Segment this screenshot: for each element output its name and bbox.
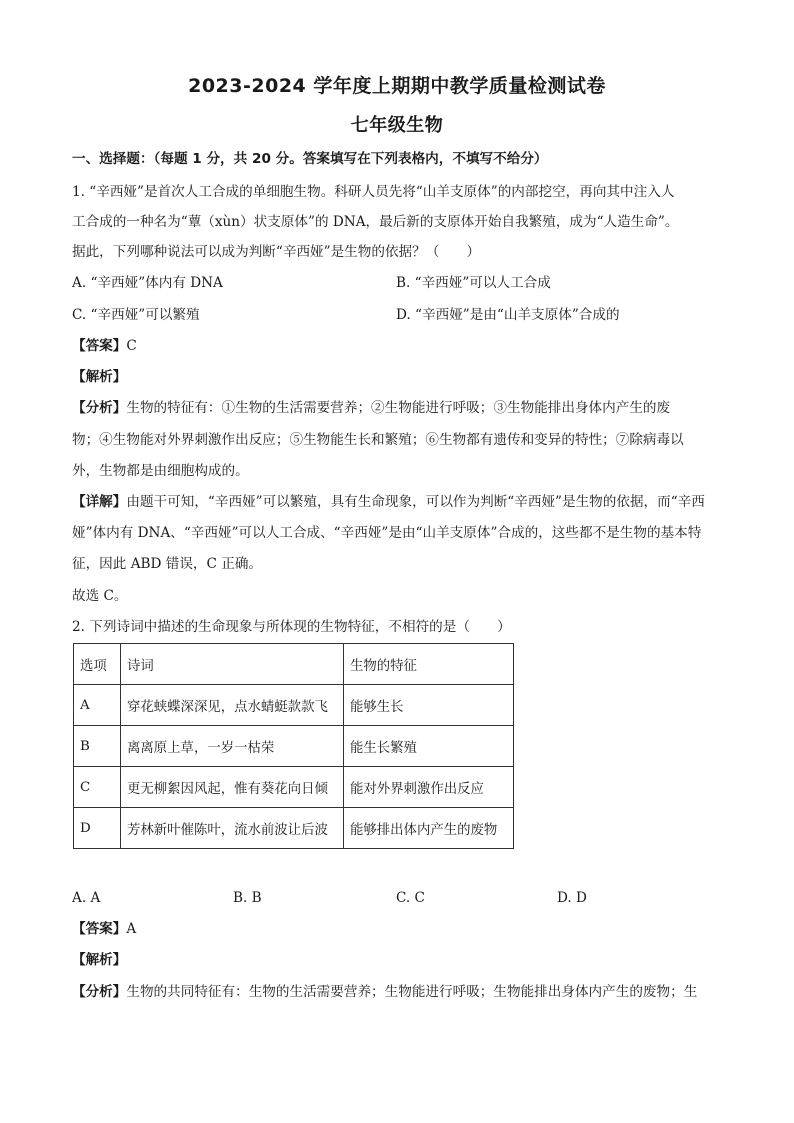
table-cell: 穿花蛱蝶深深见，点水蜻蜓款款飞 <box>121 685 344 726</box>
fenxi-text: 生物的特征有：①生物的生活需要营养；②生物能进行呼吸；③生物能排出身体内产生的废 <box>126 400 671 416</box>
answer-value: C <box>126 338 137 354</box>
jiexi-tag: 【解析】 <box>72 369 127 385</box>
table-row <box>74 726 514 767</box>
q2-option-b: B. B <box>233 890 262 906</box>
q1-option-c: C. “辛西娅”可以繁殖 <box>72 307 200 323</box>
fenxi-text: 生物的共同特征有：生物的生活需要营养；生物能进行呼吸；生物能排出身体内产生的废物；生 <box>126 984 698 1000</box>
xiangjie-tag: 【详解】 <box>72 494 127 510</box>
table-header-cell: 生物的特征 <box>344 644 514 685</box>
section-heading: 一、选择题：（每题 1 分，共 20 分。答案填写在下列表格内，不填写不给分） <box>72 151 548 167</box>
table-header-row <box>74 644 514 685</box>
table-cell: 能够生长 <box>344 685 514 726</box>
page-title: 2023-2024 学年度上期期中教学质量检测试卷 <box>188 75 606 97</box>
q1-option-b: B. “辛西娅”可以人工合成 <box>396 275 551 291</box>
jiexi-tag: 【解析】 <box>72 952 127 968</box>
fenxi-tag: 【分析】 <box>72 400 127 416</box>
page-subtitle: 七年级生物 <box>350 115 444 136</box>
q2-option-c: C. C <box>396 890 425 906</box>
q1-answer <box>72 336 732 356</box>
table-row <box>74 685 514 726</box>
answer-tag: 【答案】 <box>72 921 127 937</box>
q2-option-a: A. A <box>72 890 101 906</box>
q1-stem-line-1: 1. “辛西娅”是首次人工合成的单细胞生物。科研人员先将“山羊支原体”的内部挖空，再向其中注入人 <box>72 184 675 200</box>
xiangjie-text: 由题干可知，“辛西娅”可以繁殖，具有生命现象，可以作为判断“辛西娅”是生物的依据，而“辛西 <box>126 494 705 510</box>
q1-fenxi-line-2: 物；④生物能对外界刺激作出反应；⑤生物能生长和繁殖；⑥生物都有遗传和变异的特性；⑦除病毒以 <box>72 432 684 448</box>
q1-xiangjie-line-3: 征，因此 ABD 错误，C 正确。 <box>72 556 263 572</box>
q1-option-d: D. “辛西娅”是由“山羊支原体”合成的 <box>396 307 620 323</box>
table-cell: C <box>74 767 121 808</box>
table-cell: D <box>74 808 121 849</box>
q1-xiangjie-line-2: 娅”体内有 DNA、“辛西娅”可以人工合成、“辛西娅”是由“山羊支原体”合成的，这些都不是生物的基本特 <box>72 525 702 541</box>
q2-table <box>73 643 514 849</box>
table-cell: 芳林新叶催陈叶，流水前波让后波 <box>121 808 344 849</box>
q2-option-d: D. D <box>557 890 587 906</box>
table-header-cell: 诗词 <box>121 644 344 685</box>
q1-fenxi-line-1 <box>72 398 732 418</box>
table-cell: 更无柳絮因风起，惟有葵花向日倾 <box>121 767 344 808</box>
q1-conclusion: 故选 C。 <box>72 588 128 604</box>
q1-stem-line-3: 据此，下列哪种说法可以成为判断“辛西娅”是生物的依据？（ ） <box>72 244 481 260</box>
table-cell: B <box>74 726 121 767</box>
table-cell: 能生长繁殖 <box>344 726 514 767</box>
answer-value: A <box>126 921 137 937</box>
q1-jiexi <box>72 367 732 387</box>
table-header-cell: 选项 <box>74 644 121 685</box>
q1-fenxi-line-3: 外，生物都是由细胞构成的。 <box>72 463 249 479</box>
table-cell: A <box>74 685 121 726</box>
q2-stem: 2. 下列诗词中描述的生命现象与所体现的生物特征，不相符的是（ ） <box>72 619 511 635</box>
answer-tag: 【答案】 <box>72 338 127 354</box>
table-row <box>74 767 514 808</box>
q2-fenxi-line-1 <box>72 982 732 1002</box>
table-row <box>74 808 514 849</box>
table-cell: 离离原上草，一岁一枯荣 <box>121 726 344 767</box>
q2-answer <box>72 919 732 939</box>
fenxi-tag: 【分析】 <box>72 984 127 1000</box>
q1-xiangjie-line-1 <box>72 492 732 512</box>
q1-option-a: A. “辛西娅”体内有 DNA <box>72 275 223 291</box>
q1-stem-line-2: 工合成的一种名为“蕈（xùn）状支原体”的 DNA，最后新的支原体开始自我繁殖，成为“人造生命”。 <box>72 214 679 230</box>
table-cell: 能够排出体内产生的废物 <box>344 808 514 849</box>
q2-jiexi <box>72 950 732 970</box>
table-cell: 能对外界刺激作出反应 <box>344 767 514 808</box>
